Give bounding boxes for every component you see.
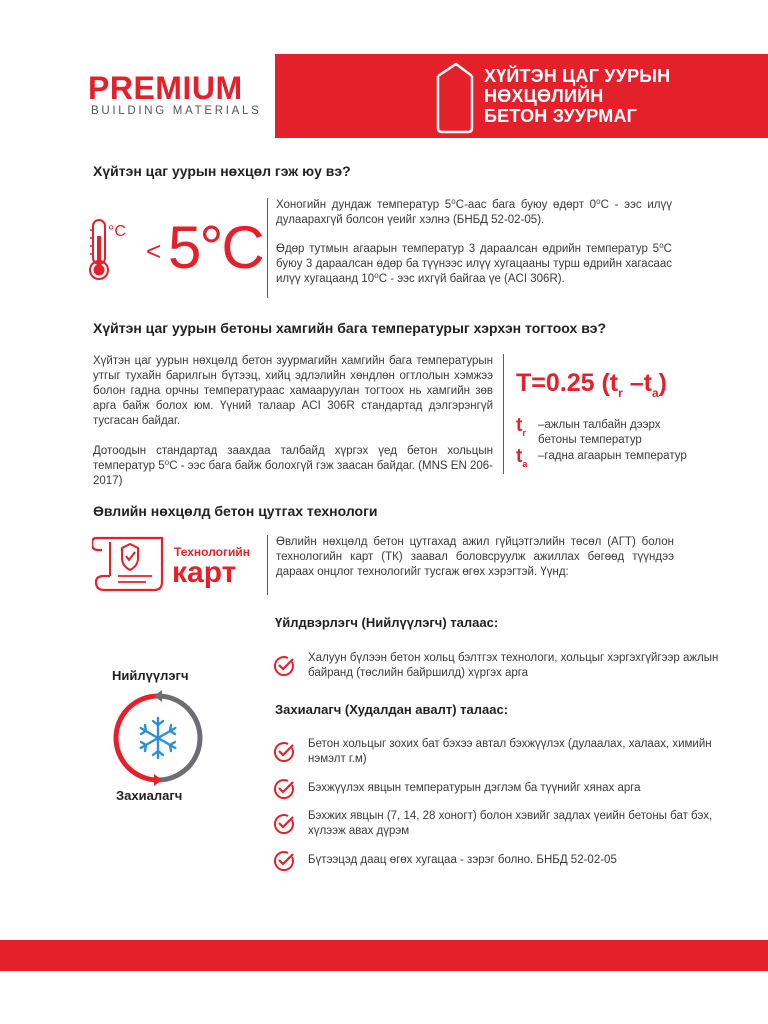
section-heading-cold-weather: Хүйтэн цаг уурын нөхцөл гэж юу вэ? xyxy=(93,163,351,179)
symbol-tr-description xyxy=(538,418,661,448)
desc-line: –ажлын талбайн дээрх xyxy=(538,419,661,431)
tech-intro-paragraph: Өвлийн нөхцөлд бетон цутгахад ажил гүйцэтгэлийн төсөл (АГТ) болон технологийн карт (ТК) заавал боловсруулж ажиллах бөгөөд түүндээ дараах онцлог технологийг тусгаж өгөх хэрэгтэй. Үүнд: xyxy=(276,536,674,578)
header-title xyxy=(484,66,754,126)
divider-line xyxy=(503,354,504,474)
definition-paragraph-1: Хоногийн дундаж температур 5⁰С-аас бага буюу өдөрт 0⁰С - ээс илүү дулаарахгүй болсон үеийг хэлнэ (БНБД 52-02-05). xyxy=(276,199,672,226)
supplier-item: Халуун бүлээн бетон хольц бэлтгэх технологи, хольцыг хэргэхгүйгээр ажлын байранд (төслийн байршилд) хүргэх арга xyxy=(308,652,719,679)
cycle-label-customer: Захиалагч xyxy=(116,788,183,803)
cycle-label-supplier: Нийлүүлэгч xyxy=(112,668,189,683)
header-title-line: НӨХЦӨЛИЙН xyxy=(484,86,604,106)
desc-line: бетоны температур xyxy=(538,434,642,446)
divider-line xyxy=(267,535,268,595)
formula-part: T=0.25 (t xyxy=(516,369,619,397)
symbol-letter: t xyxy=(516,415,523,436)
min-temp-paragraph-2: Дотоодын стандартад заахдаа талбайд хүргэх үед бетон хольцын температур 5⁰С - ээс бага байж болохгүй гэж заасан байдаг. (MNS EN 206-2017) xyxy=(93,445,493,487)
thermometer-unit: °C xyxy=(108,223,126,240)
section-heading-min-temperature: Хүйтэн цаг уурын бетоны хамгийн бага температурыг хэрхэн тогтоох вэ? xyxy=(93,320,607,336)
less-than-sign: < xyxy=(146,236,162,266)
customer-item: Бүтээцэд даац өгөх хугацаа - зэрэг болно. БНБД 52-02-05 xyxy=(308,854,617,866)
divider-line xyxy=(267,198,268,298)
symbol-ta-description: –гадна агаарын температур xyxy=(538,450,687,462)
check-icon xyxy=(273,850,295,872)
tech-card-label-small: Технологийн xyxy=(174,545,250,559)
header-title-line: БЕТОН ЗУУРМАГ xyxy=(484,106,638,126)
tech-card-label-big: карт xyxy=(172,556,237,589)
five-degrees-label: 5°C xyxy=(168,214,263,281)
symbol-subscript: r xyxy=(522,427,526,438)
concrete-cylinder-icon xyxy=(432,62,478,134)
customer-item: Бэхжих явцын (7, 14, 28 хоногт) болон хэвийг задлах үеийн бетоны бат бэх, хүлээж авах дүрэм xyxy=(308,810,713,837)
min-temp-paragraph-1: Хүйтэн цаг уурын нөхцөлд бетон зуурмагийн хамгийн бага температурын утгыг тухайн барилгын бүтээц, хийц эдлэлийн хөндлөн огтлолын хэмжээ болон гадна орчны температураас хамааруулан тогтоох нь хамгийн зөв арга байж болох юм. Үүний талаар ACI 306R стандартад дэлгэрэнгүй тусгасан байдаг. xyxy=(93,355,493,427)
footer-bar xyxy=(0,940,768,971)
customer-item: Бэхжүүлэх явцын температурын дэглэм ба түүнийг хянах арга xyxy=(308,782,641,794)
symbol-subscript: a xyxy=(522,458,528,469)
formula-subscript: r xyxy=(618,386,623,400)
formula-part: –t xyxy=(622,369,652,397)
check-icon xyxy=(273,813,295,835)
section-heading-winter-technology: Өвлийн нөхцөлд бетон цутгах технологи xyxy=(93,503,378,519)
symbol-tr xyxy=(516,416,526,438)
supplier-heading: Үйлдвэрлэгч (Нийлүүлэгч) талаас: xyxy=(275,615,499,630)
snowflake-cycle-icon xyxy=(110,690,206,786)
logo-wordmark: PREMIUM xyxy=(88,70,243,106)
customer-item: Бетон хольцыг зохих бат бэхээ автал бэхжүүлэх (дулаалах, халаах, химийн нэмэлт г.м) xyxy=(308,738,712,765)
check-icon xyxy=(273,655,295,677)
header-title-line: ХҮЙТЭН ЦАГ УУРЫН xyxy=(484,66,671,86)
logo-tagline: BUILDING MATERIALS xyxy=(91,105,262,117)
temperature-formula xyxy=(516,371,667,399)
symbol-ta xyxy=(516,447,527,469)
definition-paragraph-2: Өдөр тутмын агаарын температур 3 дараалсан өдрийн температур 5⁰С буюу 3 дараалсан өдөр ба түүнээс илүү хугацааны турш өдрийн хагасаас илүү хугацаанд 10⁰С - ээс ихгүй байгаа үе (ACI 306R). xyxy=(276,243,672,285)
formula-part: ) xyxy=(658,369,667,397)
symbol-letter: t xyxy=(516,446,523,467)
customer-heading: Захиалагч (Худалдан авалт) талаас: xyxy=(275,702,509,717)
check-icon xyxy=(273,741,295,763)
formula-subscript: a xyxy=(651,386,659,400)
check-icon xyxy=(273,778,295,800)
